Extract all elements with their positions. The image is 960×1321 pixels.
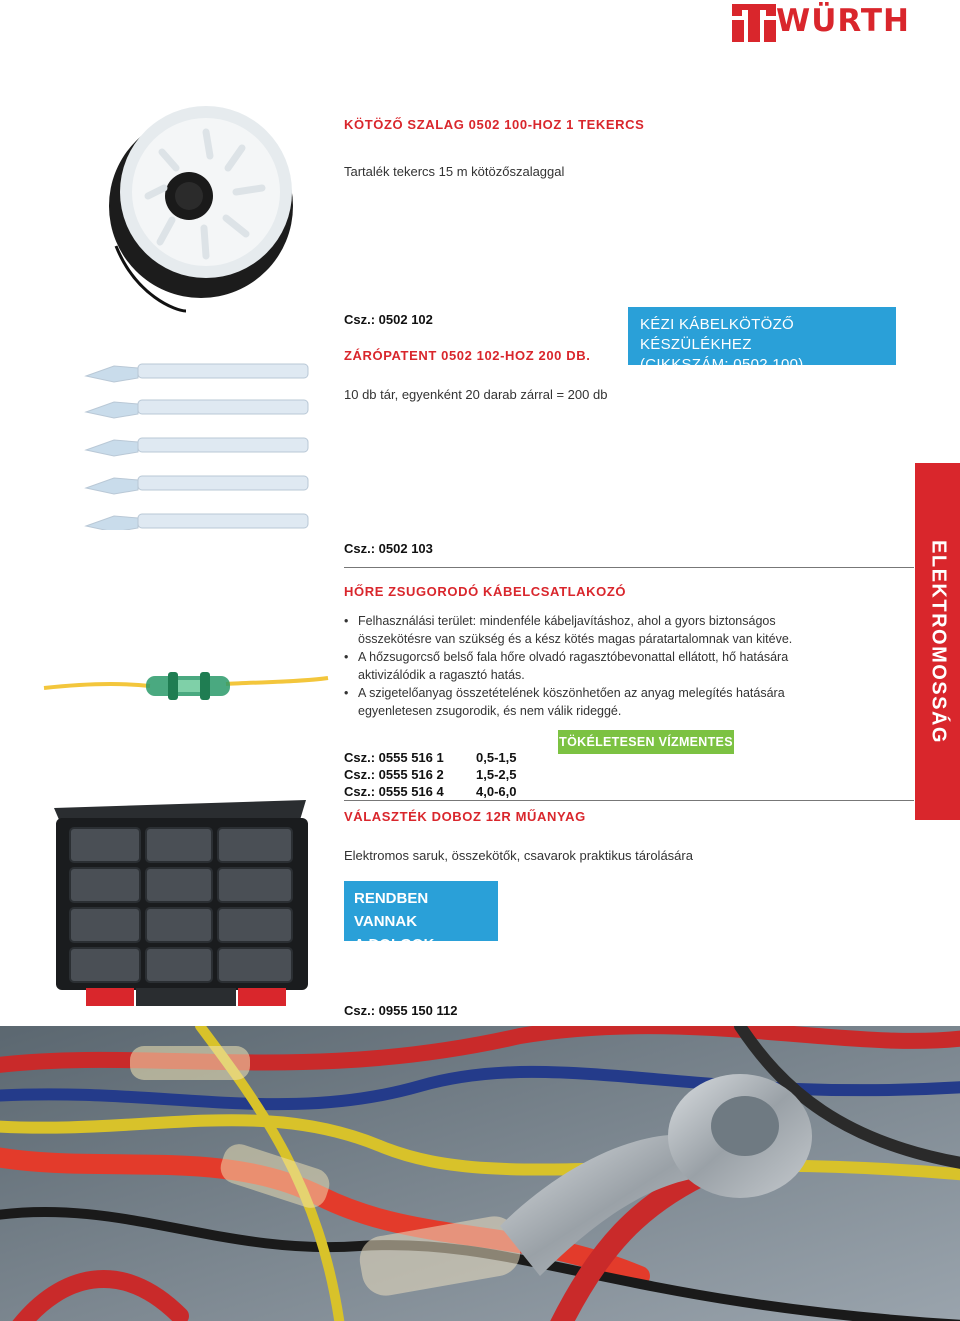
wurth-emblem-icon <box>730 2 778 44</box>
category-label: ELEKTROMOSSÁG <box>927 539 949 744</box>
brand-name: WÜRTH <box>776 3 910 39</box>
code-row <box>344 750 544 767</box>
product-title-box: VÁLASZTÉK DOBOZ 12R MŰANYAG <box>344 809 586 824</box>
slogan-line2: A DOLGOK <box>354 936 435 953</box>
product-code-box: Csz.: 0955 150 112 <box>344 1003 458 1018</box>
waterproof-badge: TÖKÉLETESEN VÍZMENTES <box>558 730 734 754</box>
category-side-tab <box>915 463 960 820</box>
product-desc-box: Elektromos saruk, összekötők, csavarok praktikus tárolására <box>344 848 693 863</box>
tape-spool-image <box>96 96 306 316</box>
divider <box>344 567 914 568</box>
feature-item: • Felhasználási terület: mindenféle kábeljavításhoz, ahol a gyors biztonságos összekötésre van szükség és a kész kötés magas páratartalomnak van kitéve. <box>344 612 844 648</box>
slogan-box <box>344 881 498 953</box>
code-value: Csz.: 0555 516 2 <box>344 767 444 782</box>
clip-strips-image <box>80 350 320 530</box>
product-code-tape: Csz.: 0502 102 <box>344 312 433 327</box>
code-value: Csz.: 0555 516 4 <box>344 784 444 799</box>
code-range: 1,5-2,5 <box>476 767 517 782</box>
divider <box>344 800 914 801</box>
code-value: Csz.: 0555 516 1 <box>344 750 444 765</box>
product-desc-clips: 10 db tár, egyenként 20 darab zárral = 200 db <box>344 387 608 402</box>
product-desc-tape: Tartalék tekercs 15 m kötözőszalaggal <box>344 164 565 179</box>
heat-shrink-connector-image <box>40 660 330 710</box>
feature-item: • A szigetelőanyag összetételének köszönhetően az anyag melegítés hatására egyenletesen zsugorodik, és nem válik rideggé. <box>344 684 844 720</box>
info-box-line2: (CIKKSZÁM: 0502 100) <box>640 356 804 373</box>
product-title-tape: KÖTÖZŐ SZALAG 0502 100-HOZ 1 TEKERCS <box>344 117 645 132</box>
feature-item: • A hőzsugorcső belső fala hőre olvadó ragasztóbevonattal ellátott, hő hatására aktivizálódik a ragasztó hatás. <box>344 648 844 684</box>
code-range: 0,5-1,5 <box>476 750 517 765</box>
feature-list <box>344 612 844 720</box>
product-title-connector: HŐRE ZSUGORODÓ KÁBELCSATLAKOZÓ <box>344 584 627 599</box>
info-box-line1: KÉZI KÁBELKÖTÖZŐ KÉSZÜLÉKHEZ <box>640 316 795 353</box>
code-range: 4,0-6,0 <box>476 784 517 799</box>
wires-photo <box>0 1026 960 1321</box>
code-row <box>344 767 544 784</box>
info-box-device <box>628 307 896 373</box>
product-title-clips: ZÁRÓPATENT 0502 102-HOZ 200 DB. <box>344 348 591 363</box>
slogan-line1: RENDBEN VANNAK <box>354 890 429 930</box>
connector-code-list <box>344 750 544 801</box>
product-code-clips: Csz.: 0502 103 <box>344 541 433 556</box>
storage-box-image <box>50 800 320 1015</box>
code-row <box>344 784 544 801</box>
